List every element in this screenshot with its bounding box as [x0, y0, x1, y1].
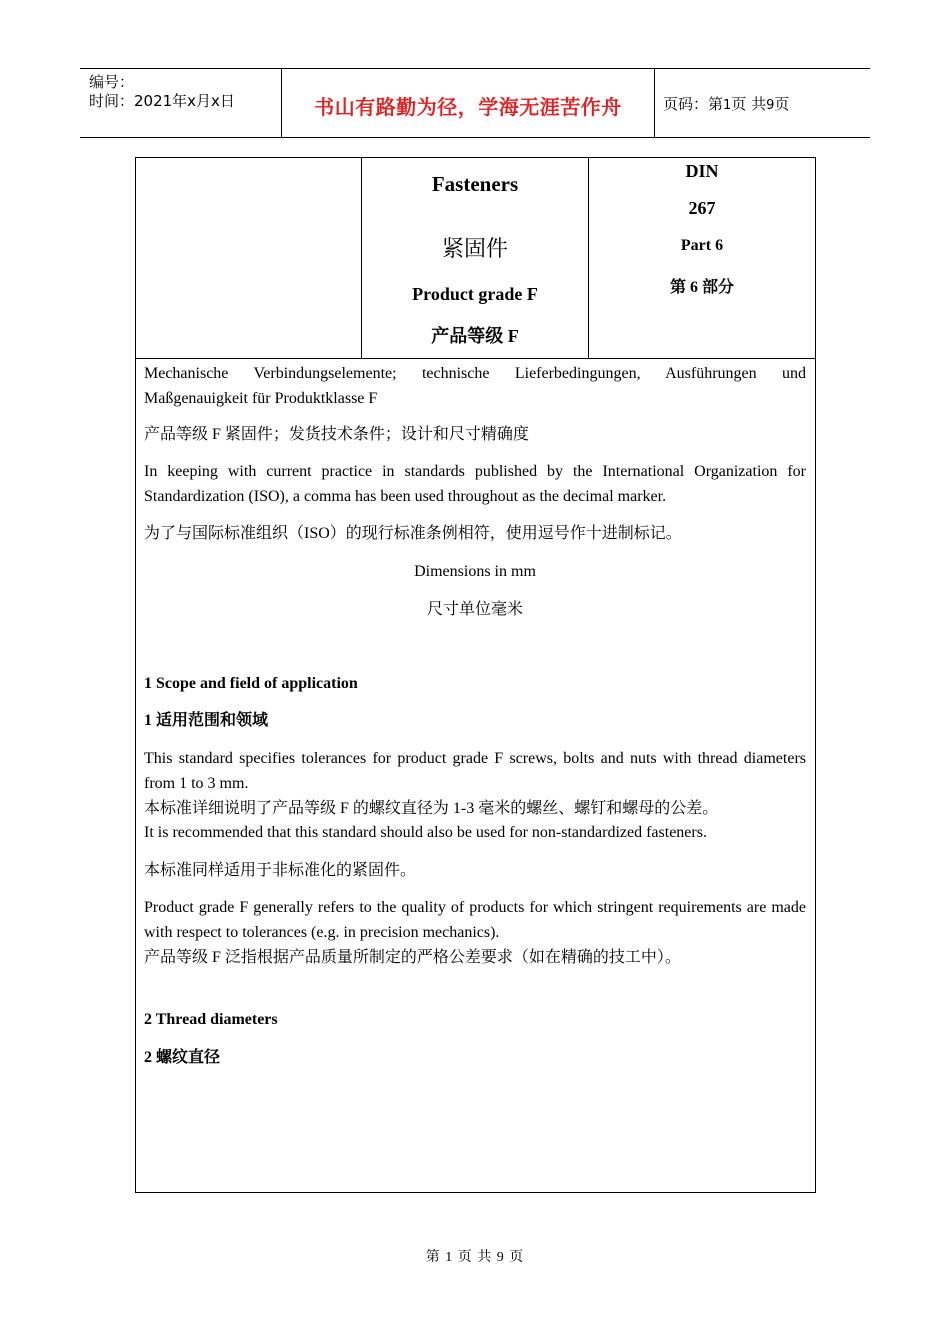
paragraph-german-title: Mechanische Verbindungselemente; technische Lieferbedingungen, Ausführungen und Maßgenauigkeit für Produktklasse F: [144, 365, 806, 407]
paragraph-recommendation-zh: 本标准同样适用于非标准化的紧固件。: [144, 862, 417, 879]
paragraph-iso-note-zh: 为了与国际标准组织（ISO）的现行标准条例相符，使用逗号作十进制标记。: [144, 525, 682, 542]
section-2-heading: 2 Thread diameters: [144, 1011, 278, 1028]
page-footer: 第 1 页 共 9 页: [425, 1250, 525, 1265]
document-date: 时间：2021年x月x日: [89, 92, 235, 110]
standard-document-table: [135, 157, 816, 1193]
page-total: 9: [766, 98, 775, 113]
header-page-indicator: [663, 93, 789, 114]
title-block-title-cell: [362, 158, 589, 358]
section-1-heading: 1 Scope and field of application: [144, 675, 358, 692]
title-block-standard-cell: [589, 158, 815, 358]
title-block: [136, 158, 815, 359]
grade-zh: 产品等级 F: [431, 326, 519, 346]
paragraph-recommendation: It is recommended that this standard should also be used for non-standardized fasteners.: [144, 824, 707, 841]
part-en: Part 6: [680, 237, 724, 254]
standard-number: 267: [688, 198, 716, 218]
page-current: 1: [723, 98, 732, 113]
title-en: Fasteners: [431, 172, 519, 196]
header-info-cell: [80, 69, 282, 137]
page-suffix: 页: [774, 95, 790, 113]
paragraph-chinese-title: 产品等级 F 紧固件；发货技术条件；设计和尺寸精确度: [144, 426, 529, 443]
standard-name: DIN: [685, 161, 719, 181]
part-zh: 第 6 部分: [669, 279, 734, 296]
header-motto: 书山有路勤为径，学海无涯苦作舟: [314, 94, 622, 119]
document-number-label: 编号：: [89, 73, 135, 91]
running-header: [80, 68, 870, 138]
section-2-heading-zh: 2 螺纹直径: [144, 1049, 221, 1066]
title-block-empty-cell: [136, 158, 362, 358]
paragraph-grade-f: Product grade F generally refers to the quality of products for which stringent requirements are made with respect to tolerances (e.g. in precision mechanics).: [144, 899, 806, 941]
paragraph-grade-f-zh: 产品等级 F 泛指根据产品质量所制定的严格公差要求（如在精确的技工中）。: [144, 949, 681, 966]
page-prefix: 页码：第: [663, 95, 724, 113]
paragraph-iso-note: In keeping with current practice in standards published by the International Organization for Standardization (ISO), a comma has been used throughout as the decimal marker.: [144, 463, 806, 505]
header-motto-cell: [282, 69, 655, 137]
grade-en: Product grade F: [412, 284, 538, 304]
page-mid: 页 共: [731, 95, 767, 113]
paragraph-scope: This standard specifies tolerances for product grade F screws, bolts and nuts with thread diameters from 1 to 3 mm.: [144, 750, 806, 792]
dimensions-note: Dimensions in mm: [414, 563, 536, 580]
dimensions-note-zh: 尺寸单位毫米: [426, 601, 523, 618]
section-1-heading-zh: 1 适用范围和领域: [144, 712, 269, 729]
paragraph-scope-zh: 本标准详细说明了产品等级 F 的螺纹直径为 1-3 毫米的螺丝、螺钉和螺母的公差。: [144, 800, 719, 817]
title-zh: 紧固件: [441, 237, 508, 262]
